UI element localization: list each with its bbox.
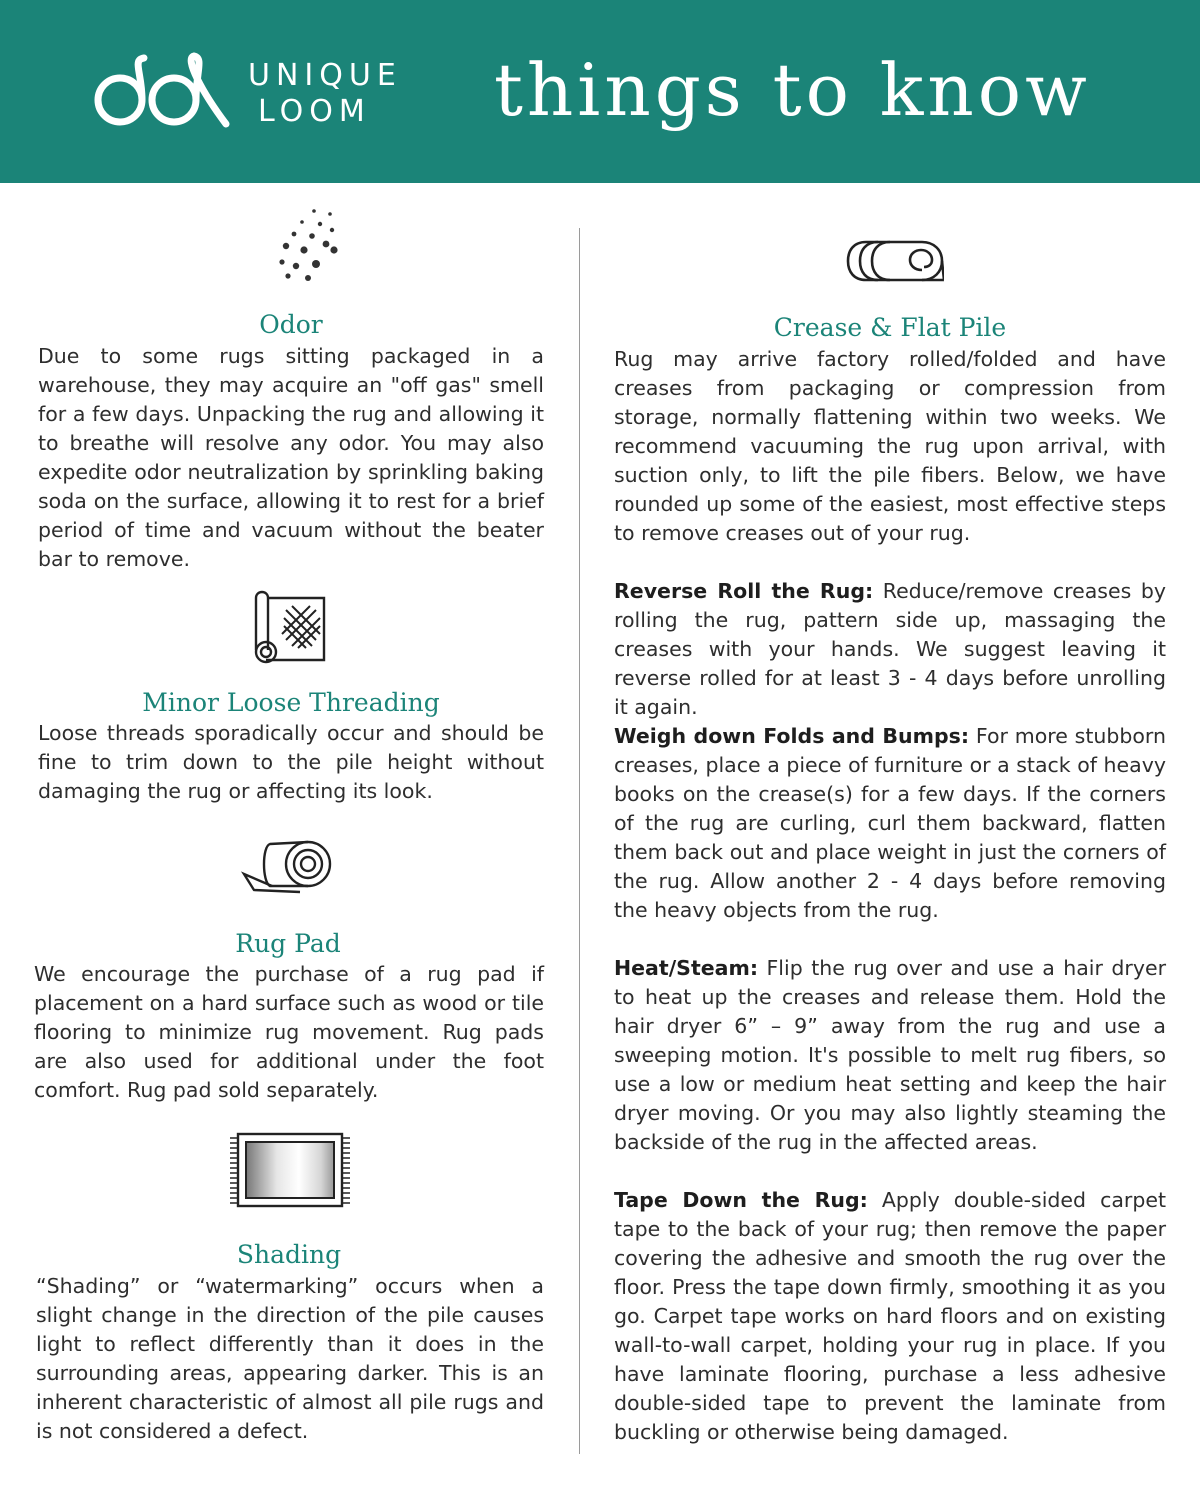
unique-loom-logo-mark-icon	[92, 52, 234, 132]
page-title: things to know	[494, 48, 1091, 132]
step-text: Flip the rug over and use a hair dryer to heat up the creases and release them. Hold the hair dryer 6” – 9” away from the rug and use a sweeping motion. It's possible to melt rug fibers, so use a low or medium heat setting and keep the hair dryer moving. Or you may also lightly steaming the backside of the rug in the affected areas.	[614, 956, 1166, 1154]
heading-rug-pad: Rug Pad	[235, 929, 341, 958]
step-tape-down	[614, 1186, 1166, 1447]
odor-text: Due to some rugs sitting packaged in a warehouse, they may acquire an "off gas" smell for a few days. Unpacking the rug and allowing it to breathe will resolve any odor. You may also expedite odor neutralization by sprinkling baking soda on the surface, allowing it to rest for a brief period of time and vacuum without the beater bar to remove.	[38, 344, 544, 571]
heading-minor-loose-threading: Minor Loose Threading	[142, 688, 440, 717]
rug-pad-text: We encourage the purchase of a rug pad if placement on a hard surface such as wood or tile flooring to minimize rug movement. Rug pads are also used for additional under the foot comfort. Rug pad sold separately.	[34, 962, 544, 1102]
rolled-rug-crease-icon	[846, 240, 944, 282]
step-heat-steam	[614, 954, 1166, 1157]
heading-odor: Odor	[259, 310, 323, 339]
step-text: For more stubborn creases, place a piece of furniture or a stack of heavy books on the crease(s) for a few days. If the corners of the rug are curling, curl them backward, flatten them back out and place weight in just the corners of the rug. Allow another 2 - 4 days before removing the heavy objects from the rug.	[614, 724, 1166, 922]
dots-odor-icon	[274, 206, 340, 286]
crease-intro-text: Rug may arrive factory rolled/folded and have creases from packaging or compression from storage, normally flattening within two weeks. We recommend vacuuming the rug upon arrival, with suction only, to lift the pile fibers. Below, we have rounded up some of the easiest, most effective steps to remove creases out of your rug.	[614, 347, 1166, 545]
rolled-rug-threads-icon	[250, 586, 328, 664]
threading-text: Loose threads sporadically occur and should be fine to trim down to the pile height without damaging the rug or affecting its look.	[38, 721, 544, 803]
brand-line-1: UNIQUE	[248, 58, 402, 93]
header-banner	[0, 0, 1200, 183]
step-weigh-down	[614, 722, 1166, 925]
step-title: Weigh down Folds and Bumps:	[614, 724, 970, 748]
step-title: Tape Down the Rug:	[614, 1188, 868, 1212]
step-text: Reduce/remove creases by rolling the rug, pattern side up, massaging the creases with your hands. We suggest leaving it reverse rolled for at least 3 - 4 days before unrolling it again.	[614, 579, 1166, 719]
step-text: Apply double-sided carpet tape to the back of your rug; then remove the paper covering the adhesive and smooth the rug over the floor. Press the tape down firmly, smoothing it as you go. Carpet tape works on hard floors and on existing wall-to-wall carpet, holding your rug in place. If you have laminate flooring, purchase a less adhesive double-sided tape to prevent the laminate from buckling or otherwise being damaged.	[614, 1188, 1166, 1444]
column-divider	[579, 228, 580, 1454]
heading-crease-flat-pile: Crease & Flat Pile	[773, 313, 1007, 342]
step-reverse-roll	[614, 577, 1166, 722]
step-title: Heat/Steam:	[614, 956, 759, 980]
heading-shading: Shading	[236, 1240, 342, 1269]
shaded-rug-icon	[228, 1132, 352, 1208]
step-title: Reverse Roll the Rug:	[614, 579, 874, 603]
shading-text: “Shading” or “watermarking” occurs when a slight change in the direction of the pile causes light to reflect differently than it does in the surrounding areas, appearing darker. This is an inherent characteristic of almost all pile rugs and is not considered a defect.	[36, 1274, 544, 1443]
brand-line-2: LOOM	[258, 94, 371, 129]
rug-pad-roll-icon	[240, 838, 336, 896]
brand-name	[248, 58, 402, 130]
